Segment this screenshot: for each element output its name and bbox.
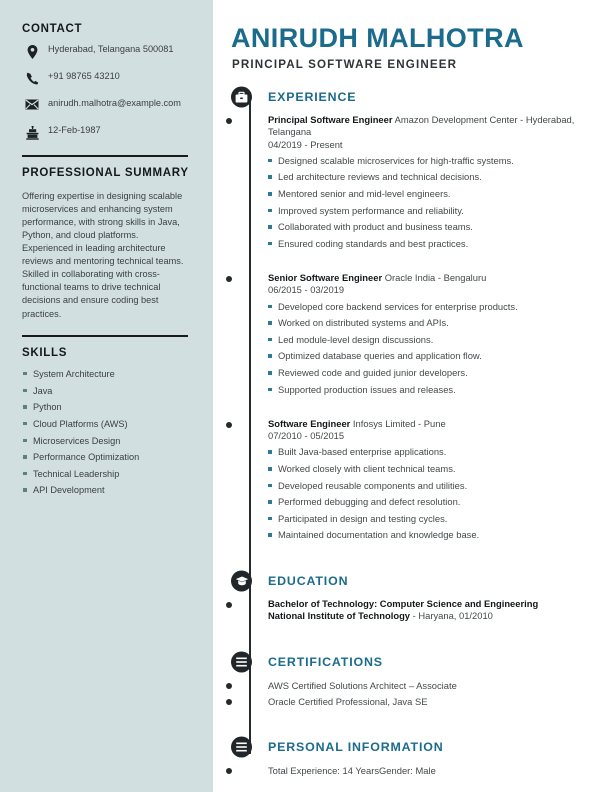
summary-text: Offering expertise in designing scalable microservices and enhancing system performance, with strong skills in Java, Python, and cloud platforms. Experienced in leading architecture reviews and mentoring technical teams. Skilled in collaborating with cross-functional teams to drive technical decisions and ensure coding best practices. (22, 190, 184, 319)
contact-section (22, 22, 193, 141)
list-item: Participated in design and testing cycles. (268, 513, 612, 525)
contact-list (22, 44, 193, 141)
list-item: Ensured coding standards and best practices. (268, 238, 612, 250)
contact-item-email (22, 98, 193, 114)
contact-item-phone (22, 71, 193, 87)
certifications-heading: CERTIFICATIONS (268, 655, 383, 669)
job-bullets (268, 301, 612, 396)
timeline-dot (226, 699, 232, 705)
job-dates: 07/2010 - 05/2015 (268, 430, 345, 442)
header-block (213, 0, 612, 71)
summary-heading: PROFESSIONAL SUMMARY (22, 167, 189, 180)
list-item: Led module-level design discussions. (268, 334, 612, 346)
entry-title-line (268, 114, 612, 138)
list-item: Designed scalable microservices for high-traffic systems. (268, 155, 612, 167)
job-dates: 04/2019 - Present (268, 138, 343, 150)
job-company: Amazon Development Center - Hyderabad, Telangana (268, 114, 575, 138)
section-gap (213, 553, 612, 569)
certifications-section (213, 650, 612, 708)
job-bullets (268, 155, 612, 250)
list-item: API Development (22, 484, 193, 496)
sidebar (0, 0, 213, 792)
experience-entry (268, 114, 612, 250)
skills-heading: SKILLS (22, 346, 68, 359)
sidebar-divider-1 (22, 155, 188, 157)
professional-summary-section (22, 166, 193, 320)
list-item: AWS Certified Solutions Architect – Associate (268, 680, 457, 691)
header-subtitle: PRINCIPAL SOFTWARE ENGINEER (232, 58, 458, 72)
list-item: Cloud Platforms (AWS) (22, 418, 193, 430)
list-lines-icon (231, 737, 252, 758)
education-section-header (268, 569, 612, 593)
list-item: Developed core backend services for enterprise products. (268, 301, 612, 313)
job-dates: 06/2015 - 03/2019 (268, 284, 345, 296)
section-gap (213, 634, 612, 650)
sections-container (213, 85, 612, 778)
list-item: Led architecture reviews and technical decisions. (268, 171, 612, 183)
list-item: Technical Leadership (22, 468, 193, 480)
personal-information-heading: PERSONAL INFORMATION (268, 740, 444, 755)
job-role: Principal Software Engineer (268, 114, 393, 126)
timeline-dot (226, 602, 232, 608)
education-entry (268, 598, 612, 623)
timeline-dot (226, 683, 232, 689)
list-item: System Architecture (22, 368, 193, 380)
personal-information-section (213, 735, 612, 778)
institution-name: National Institute of Technology (268, 610, 411, 622)
list-item: Reviewed code and guided junior developers. (268, 367, 612, 379)
page-title: ANIRUDH MALHOTRA (231, 23, 524, 53)
list-item: Maintained documentation and knowledge base. (268, 529, 612, 541)
list-item: Improved system performance and reliability. (268, 205, 612, 217)
briefcase-icon (231, 87, 252, 108)
experience-section (213, 85, 612, 542)
entry-title-line (268, 272, 612, 284)
main-content (213, 0, 612, 792)
phone-icon (22, 71, 42, 87)
list-item: Mentored senior and mid-level engineers. (268, 188, 612, 200)
timeline-dot (226, 118, 232, 124)
job-bullets (268, 446, 612, 541)
job-company: Infosys Limited - Pune (350, 418, 446, 429)
list-item: Supported production issues and releases. (268, 384, 612, 396)
contact-email-text: anirudh.malhotra@example.com (48, 98, 181, 109)
list-item: Built Java-based enterprise applications. (268, 446, 612, 458)
job-role: Senior Software Engineer (268, 272, 383, 284)
skills-section (22, 346, 193, 497)
timeline-dot (226, 276, 232, 282)
location-pin-icon (22, 44, 42, 60)
list-lines-icon (231, 652, 252, 673)
list-item: Performed debugging and defect resolution. (268, 496, 612, 508)
experience-entry (268, 272, 612, 396)
list-item: Optimized database queries and application flow. (268, 350, 612, 362)
birthday-cake-icon (22, 125, 42, 141)
entry-gap (268, 407, 612, 418)
list-item: Total Experience: 14 YearsGender: Male (268, 765, 436, 777)
institution-line (268, 610, 612, 623)
list-item: Python (22, 401, 193, 413)
degree-title: Bachelor of Technology: Computer Science and Engineering (268, 597, 539, 609)
job-role: Software Engineer (268, 418, 351, 429)
contact-location-text: Hyderabad, Telangana 500081 (48, 44, 174, 55)
timeline-dot (226, 422, 232, 428)
certifications-section-header (268, 650, 612, 674)
envelope-icon (22, 98, 42, 114)
education-heading: EDUCATION (268, 573, 349, 588)
contact-heading: CONTACT (22, 23, 83, 35)
job-company: Oracle India - Bengaluru (382, 272, 487, 284)
list-item: Worked on distributed systems and APIs. (268, 317, 612, 329)
certification-entry (268, 679, 612, 693)
sidebar-divider-2 (22, 335, 188, 337)
experience-entry (268, 418, 612, 542)
skills-list (22, 368, 193, 497)
list-item: Collaborated with product and business teams. (268, 221, 612, 233)
list-item: Performance Optimization (22, 451, 193, 463)
list-item: Oracle Certified Professional, Java SE (268, 695, 428, 707)
entry-gap (268, 261, 612, 272)
education-section (213, 569, 612, 623)
list-item: Developed reusable components and utilities. (268, 480, 612, 492)
institution-location-date: - Haryana, 01/2010 (410, 610, 493, 622)
contact-birthdate-text: 12-Feb-1987 (48, 125, 101, 136)
contact-item-location (22, 44, 193, 60)
list-item: Microservices Design (22, 435, 193, 447)
personal-information-section-header (268, 735, 612, 759)
certification-entry (268, 695, 612, 709)
section-gap (213, 719, 612, 735)
graduation-cap-icon (231, 570, 252, 591)
experience-heading: EXPERIENCE (268, 90, 357, 105)
contact-item-birthdate (22, 125, 193, 141)
list-item: Java (22, 385, 193, 397)
personal-information-entry (268, 764, 612, 778)
entry-title-line (268, 418, 612, 430)
contact-phone-text: +91 98765 43210 (48, 71, 120, 82)
experience-section-header (268, 85, 612, 109)
timeline-dot (226, 768, 232, 774)
list-item: Worked closely with client technical teams. (268, 463, 612, 475)
